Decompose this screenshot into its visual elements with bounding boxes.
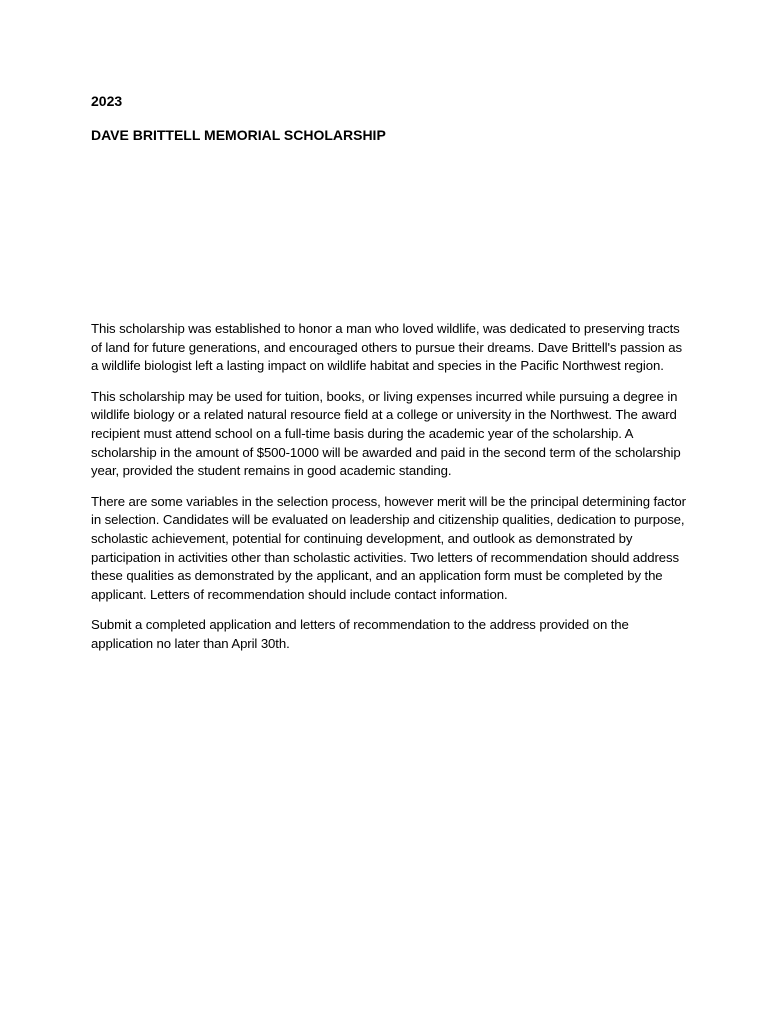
- paragraph-purpose: This scholarship was established to honor a man who loved wildlife, was dedicated to preserving tracts of land for future generations, and encouraged others to pursue their dreams. Dave Brittell's passion as a wildlife biologist left a lasting impact on wildlife habitat and species in the Pacific Northwest region.: [91, 321, 683, 374]
- paragraph-selection: There are some variables in the selection process, however merit will be the principal determining factor in selection. Candidates will be evaluated on leadership and citizenship qualities, dedication to purpose, scholastic achievement, potential for continuing development, and outlook as demonstrated by participation in activities other than scholastic activities. Two letters of recommendation should address these qualities as demonstrated by the applicant, and an application form must be completed by the applicant. Letters of recommendation should include contact information.: [91, 493, 686, 602]
- document-body: [91, 320, 691, 666]
- paragraph-use-of-funds: This scholarship may be used for tuition, books, or living expenses incurred while pursuing a degree in wildlife biology or a related natural resource field at a college or university in the Northwest. The award recipient must attend school on a full-time basis during the academic year of the scholarship. A scholarship in the amount of $500-1000 will be awarded and paid in the second term of the scholarship year, provided the student remains in good academic standing.: [91, 388, 681, 479]
- document-year: 2023: [91, 93, 123, 109]
- document-title: DAVE BRITTELL MEMORIAL SCHOLARSHIP: [91, 127, 386, 143]
- paragraph-submission: Submit a completed application and letters of recommendation to the address provided on the application no later than April 30th.: [91, 617, 629, 651]
